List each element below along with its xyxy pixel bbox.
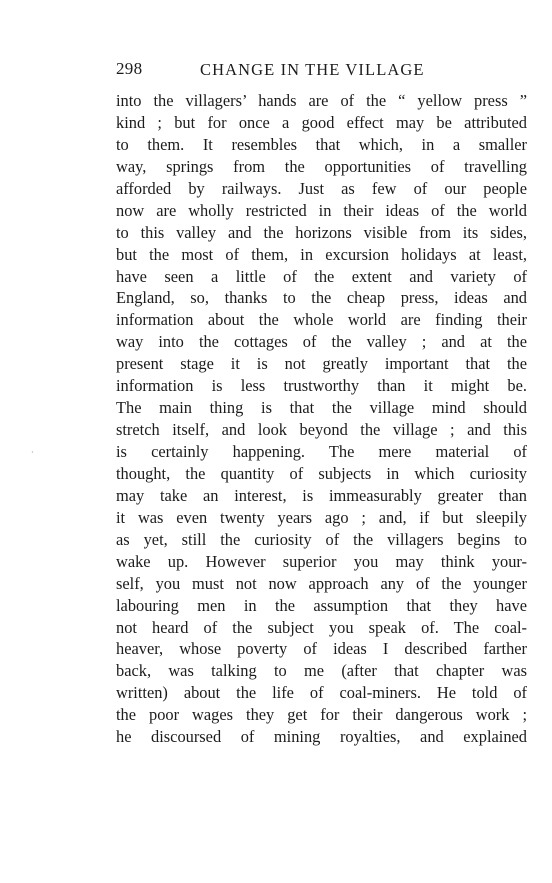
text-line: stretch itself, and look beyond the village ; and this	[116, 420, 527, 440]
text-line: kind ; but for once a good effect may be attributed	[116, 112, 527, 132]
text-line: as yet, still the curiosity of the villagers begins to	[116, 529, 527, 549]
text-line: way, springs from the opportunities of travelling	[116, 156, 527, 176]
scan-speck: ·	[31, 448, 34, 457]
text-line: to this valley and the horizons visible from its sides,	[116, 222, 527, 242]
text-line: into the villagers’ hands are of the “ yellow press ”	[116, 91, 527, 110]
page-header	[116, 59, 530, 83]
text-line: afforded by railways. Just as few of our people	[116, 178, 527, 198]
text-line: information is less trustworthy than it might be.	[116, 376, 527, 396]
text-line: to them. It resembles that which, in a smaller	[116, 134, 527, 154]
text-line: way into the cottages of the valley ; and at the	[116, 332, 527, 352]
text-line: written) about the life of coal-miners. He told of	[116, 683, 527, 703]
text-line: but the most of them, in excursion holidays at least,	[116, 244, 527, 264]
text-line: the poor wages they get for their dangerous work ;	[116, 705, 527, 725]
running-head: CHANGE IN THE VILLAGE	[200, 60, 425, 79]
text-line: labouring men in the assumption that they have	[116, 595, 527, 615]
text-line: may take an interest, is immeasurably greater than	[116, 485, 527, 505]
text-line: thought, the quantity of subjects in which curiosity	[116, 463, 527, 483]
text-line: self, you must not now approach any of the younger	[116, 573, 527, 593]
text-line: wake up. However superior you may think your-	[116, 551, 527, 571]
text-line: is certainly happening. The mere material of	[116, 442, 527, 461]
text-line: England, so, thanks to the cheap press, ideas and	[116, 288, 527, 308]
text-line: have seen a little of the extent and variety of	[116, 266, 527, 286]
text-line: present stage it is not greatly important that the	[116, 354, 527, 374]
text-line: not heard of the subject you speak of. The coal-	[116, 617, 527, 637]
body-text	[116, 90, 527, 748]
text-line: it was even twenty years ago ; and, if but sleepily	[116, 507, 527, 527]
text-line: information about the whole world are finding their	[116, 310, 527, 330]
text-line: heaver, whose poverty of ideas I described farther	[116, 639, 527, 659]
text-line: The main thing is that the village mind should	[116, 398, 527, 418]
text-line: back, was talking to me (after that chapter was	[116, 661, 527, 681]
page-number: 298	[116, 59, 143, 78]
text-line: now are wholly restricted in their ideas of the world	[116, 200, 527, 220]
text-line: he discoursed of mining royalties, and explained	[116, 727, 527, 747]
